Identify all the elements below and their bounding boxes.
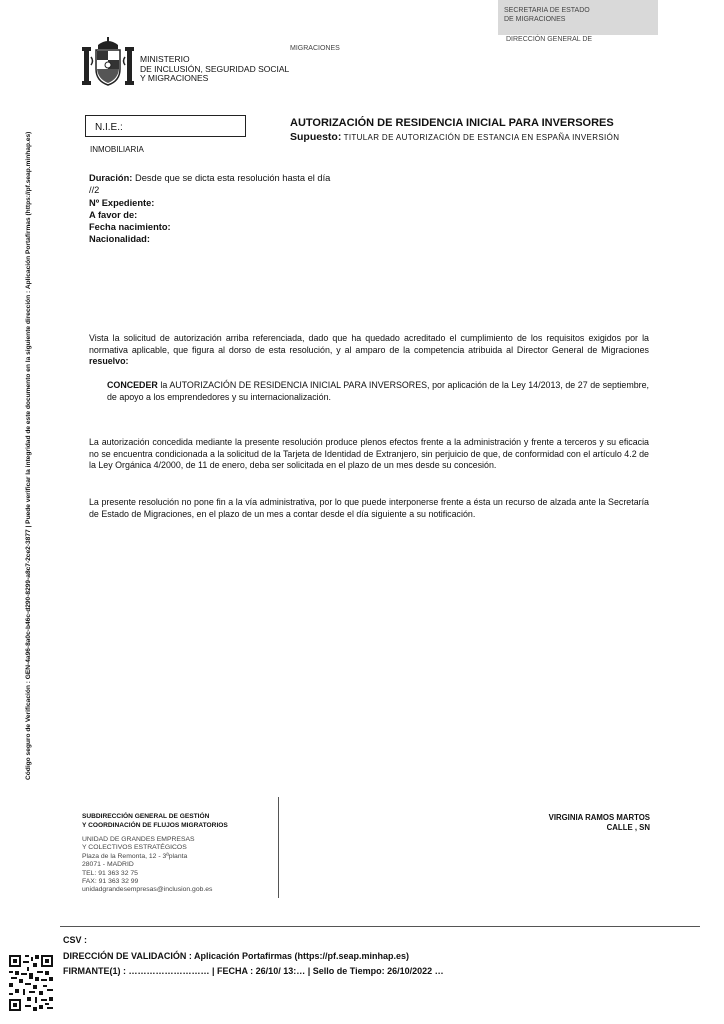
ministry-line-2: DE INCLUSIÓN, SEGURIDAD SOCIAL xyxy=(140,63,290,74)
qr-code-icon xyxy=(9,955,53,1011)
supuesto-line xyxy=(290,131,619,143)
unit-address xyxy=(82,836,212,895)
supuesto-label: Supuesto: xyxy=(290,131,342,143)
conceder-label: CONCEDER xyxy=(107,380,158,390)
secretaria-box xyxy=(498,0,658,35)
secretaria-line-1: SECRETARIA DE ESTADO xyxy=(504,7,590,14)
paragraph-efectos: La autorización concedida mediante la presente resolución produce plenos efectos frente a la administración y frente a terceros y su eficacia no se encuentra condicionada a la solicitud de la Tarjeta de Identidad de Extranjero, sin perjuicio de que, de conformidad con el artículo 4.2 de la Ley Orgánica 4/2000, de 11 de enero, deba ser solicitada en el plazo de un mes desde su concesión. xyxy=(89,437,649,471)
supuesto-value: TITULAR DE AUTORIZACIÓN DE ESTANCIA EN ESPAÑA INVERSIÓN xyxy=(343,133,620,142)
footer-divider-vertical xyxy=(278,797,279,898)
duracion-extra: //2 xyxy=(89,185,100,196)
expediente-label: Nº Expediente: xyxy=(89,197,155,208)
subdireccion-title xyxy=(82,813,228,830)
footer-divider-horizontal xyxy=(60,926,700,927)
favor-label: A favor de: xyxy=(89,209,138,220)
migraciones-label: MIGRACIONES xyxy=(290,45,340,52)
ministry-name xyxy=(140,55,289,84)
fields-block xyxy=(89,172,330,246)
subdireccion-line-2: Y COORDINACIÓN DE FLUJOS MIGRATORIOS xyxy=(82,821,228,829)
paragraph-recurso: La presente resolución no pone fin a la vía administrativa, por lo que puede interponerse frente a ésta un recurso de alzada ante la Secretaría de Estado de Migraciones, en el plazo de un mes a contar desde el día siguiente a su notificación. xyxy=(89,497,649,519)
document-title: AUTORIZACIÓN DE RESIDENCIA INICIAL PARA INVERSORES xyxy=(290,117,614,129)
secretaria-line-2: DE MIGRACIONES xyxy=(504,16,566,23)
address-line: 28071 - MADRID xyxy=(82,861,134,869)
address-line: Plaza de la Remonta, 12 - 3ªplanta xyxy=(82,852,188,860)
ministry-line-1: MINISTERIO xyxy=(140,54,190,64)
csv-label: CSV : xyxy=(63,935,88,945)
verification-code-text: Código seguro de Verificación : GEN-4a96-8a0c-b46c-d290-8299-a8c7-2ce2-3877 | Puede verificar la integridad de este documento en la siguiente dirección : Aplicación Portafirmas (https://pf.seap.minhap.es) xyxy=(25,131,32,780)
coat-of-arms-icon xyxy=(82,37,134,87)
paragraph-conceder xyxy=(107,380,649,403)
duracion-label: Duración: xyxy=(89,173,133,183)
signer-date-line: FIRMANTE(1) : ……………………… | FECHA : 26/10/ 13:… | Sello de Tiempo: 26/10/2022 … xyxy=(63,966,444,976)
address-line: UNIDAD DE GRANDES EMPRESAS xyxy=(82,836,195,843)
direccion-general: DIRECCIÓN GENERAL DE xyxy=(506,36,593,43)
resuelvo-label: resuelvo: xyxy=(89,356,129,367)
paragraph-vista xyxy=(89,333,649,368)
signer-name: VIRGINIA RAMOS MARTOS xyxy=(548,813,650,822)
validation-block xyxy=(63,933,444,980)
duracion-value: Desde que se dicta esta resolución hasta el día xyxy=(134,173,331,183)
validation-url: DIRECCIÓN DE VALIDACIÓN : Aplicación Portafirmas (https://pf.seap.minhap.es) xyxy=(63,950,410,961)
address-line: TEL: 91 363 32 75 xyxy=(82,869,138,877)
paragraph-vista-text: Vista la solicitud de autorización arriba referenciada, dado que ha quedado acreditado el cumplimiento de los requisitos exigidos por la normativa aplicable, que figura al dorso de esta resolución, y al amparo de la competencia atribuida al Director General de Migraciones xyxy=(89,333,649,355)
signer-block xyxy=(500,813,650,833)
address-line: Y COLECTIVOS ESTRATÉGICOS xyxy=(82,844,187,852)
paragraph-conceder-text: la AUTORIZACIÓN DE RESIDENCIA INICIAL PARA INVERSORES, por aplicación de la Ley 14/2013, de 27 de septiembre, de apoyo a los emprendedores y su internacionalización. xyxy=(107,380,649,402)
ministry-line-3: Y MIGRACIONES xyxy=(140,73,209,83)
nie-box xyxy=(85,115,246,137)
address-line: FAX: 91 363 32 99 xyxy=(82,878,139,886)
nacionalidad-label: Nacionalidad: xyxy=(89,234,150,245)
fecha-label: Fecha nacimiento: xyxy=(89,222,171,233)
nie-label: N.I.E.: xyxy=(95,122,123,133)
signer-address: CALLE , SN xyxy=(606,823,650,832)
inmobiliaria-label: INMOBILIARIA xyxy=(90,145,144,154)
subdireccion-line-1: SUBDIRECCIÓN GENERAL DE GESTIÓN xyxy=(82,813,210,820)
email-text: unidadgrandesempresas@inclusion.gob.es xyxy=(82,886,213,894)
